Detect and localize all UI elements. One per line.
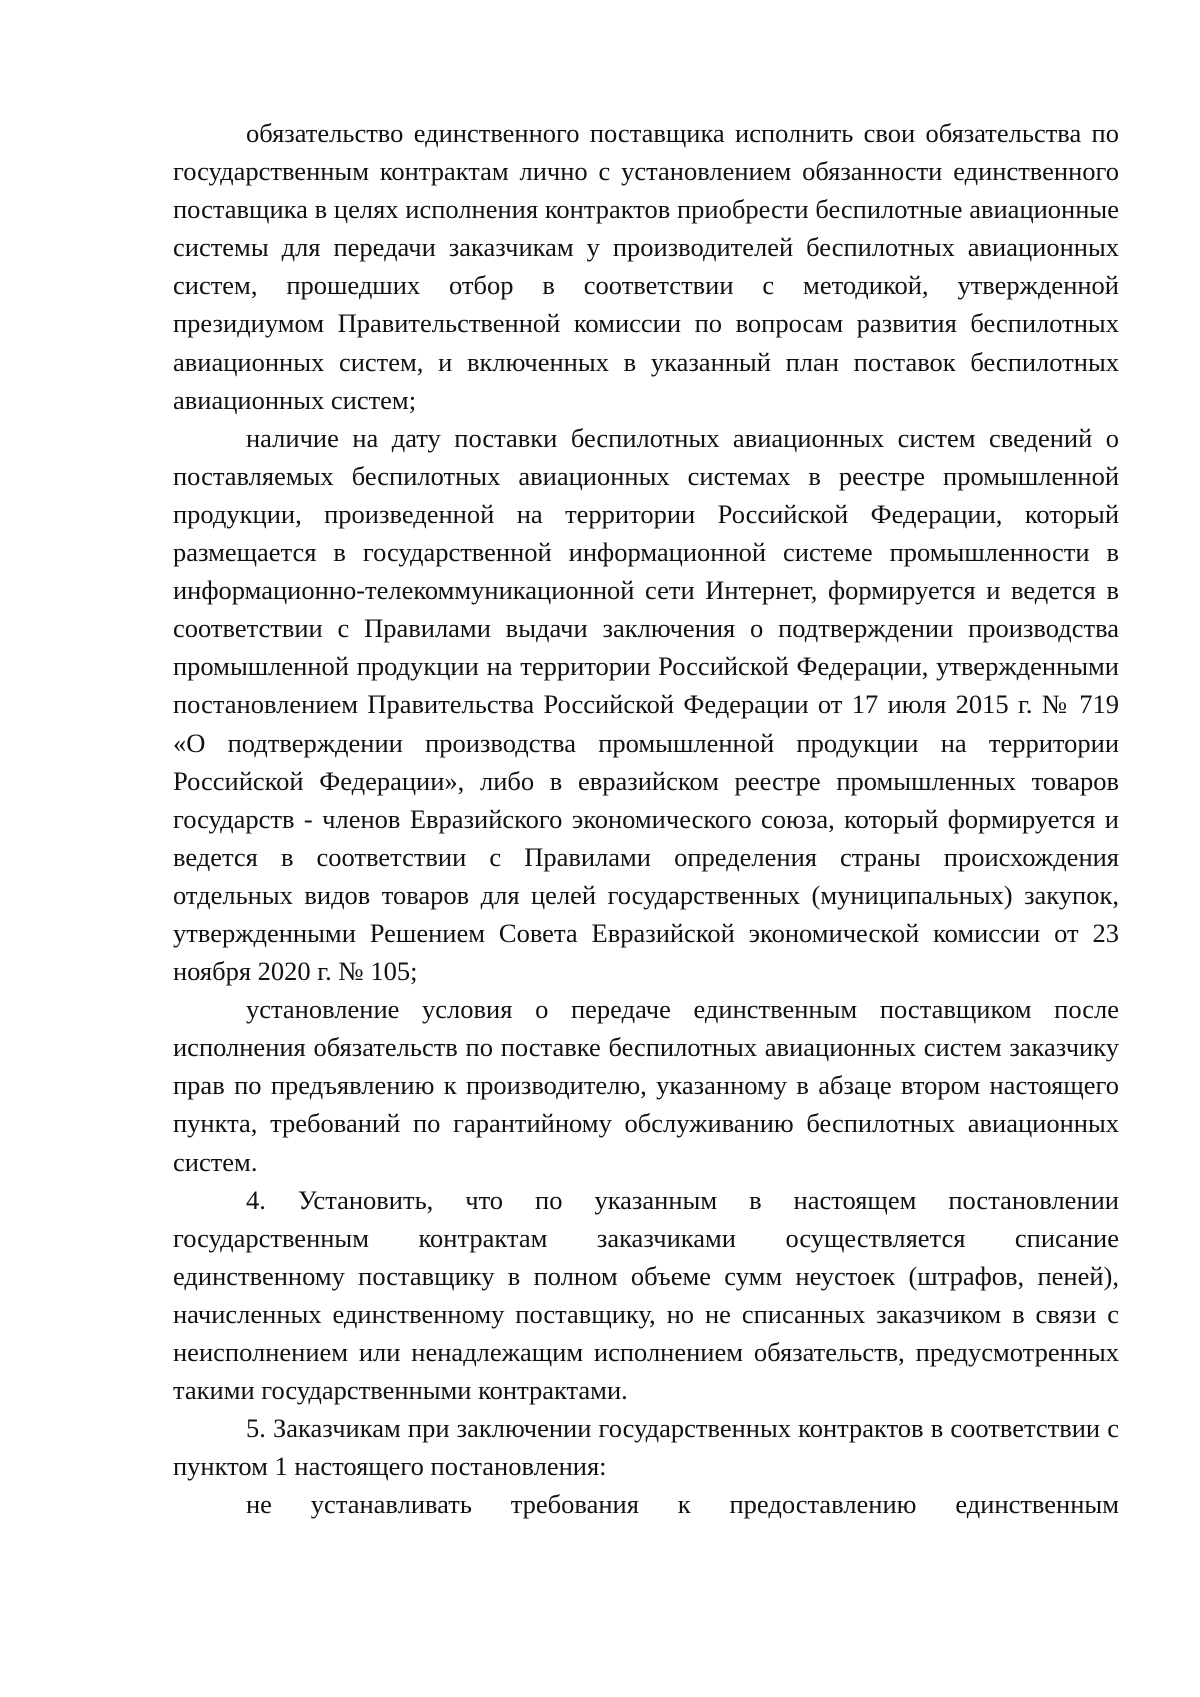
paragraph-item-5: 5. Заказчикам при заключении государственных контрактов в соответствии с пунктом 1 настоящего постановления: (173, 1413, 1119, 1482)
paragraph-item-4: 4. Установить, что по указанным в настоящем постановлении государственным контрактам заказчиками осуществляется списание единственному поставщику в полном объеме сумм неустоек (штрафов, пеней), начисленных единственному поставщику, но не списанных заказчиком в связи с неисполнением или ненадлежащим исполнением обязательств, предусмотренных такими государственными контрактами. (173, 1184, 1119, 1406)
paragraph-continuation: не устанавливать требования к предоставлению единственным (246, 1489, 1119, 1520)
paragraph-registry-requirement: наличие на дату поставки беспилотных авиационных систем сведений о поставляемых беспилотных авиационных системах в реестре промышленной продукции, произведенной на территории Российской Федерации, который размещается в государственной информационной системе промышленности в информационно-телекоммуникационной сети Интернет, формируется и ведется в соответствии с Правилами выдачи заключения о подтверждении производства промышленной продукции на территории Российской Федерации, утвержденными постановлением Правительства Российской Федерации от 17 июля 2015 г. № 719 «О подтверждении производства промышленной продукции на территории Российской Федерации», либо в евразийском реестре промышленных товаров государств - членов Евразийского экономического союза, который формируется и ведется в соответствии с Правилами определения страны происхождения отдельных видов товаров для целей государственных (муниципальных) закупок, утвержденными Решением Совета Евразийской экономической комиссии от 23 ноября 2020 г. № 105; (173, 422, 1119, 987)
paragraph-warranty-rights: установление условия о передаче единственным поставщиком после исполнения обязательств по поставке беспилотных авиационных систем заказчику прав по предъявлению к производителю, указанному в абзаце втором настоящего пункта, требований по гарантийному обслуживанию беспилотных авиационных систем. (173, 994, 1119, 1177)
paragraph-supplier-obligation: обязательство единственного поставщика исполнить свои обязательства по государственным контрактам лично с установлением обязанности единственного поставщика в целях исполнения контрактов приобрести беспилотные авиационные системы для передачи заказчикам у производителей беспилотных авиационных систем, прошедших отбор в соответствии с методикой, утвержденной президиумом Правительственной комиссии по вопросам развития беспилотных авиационных систем, и включенных в указанный план поставок беспилотных авиационных систем; (173, 118, 1119, 415)
document-body (173, 114, 1119, 1523)
